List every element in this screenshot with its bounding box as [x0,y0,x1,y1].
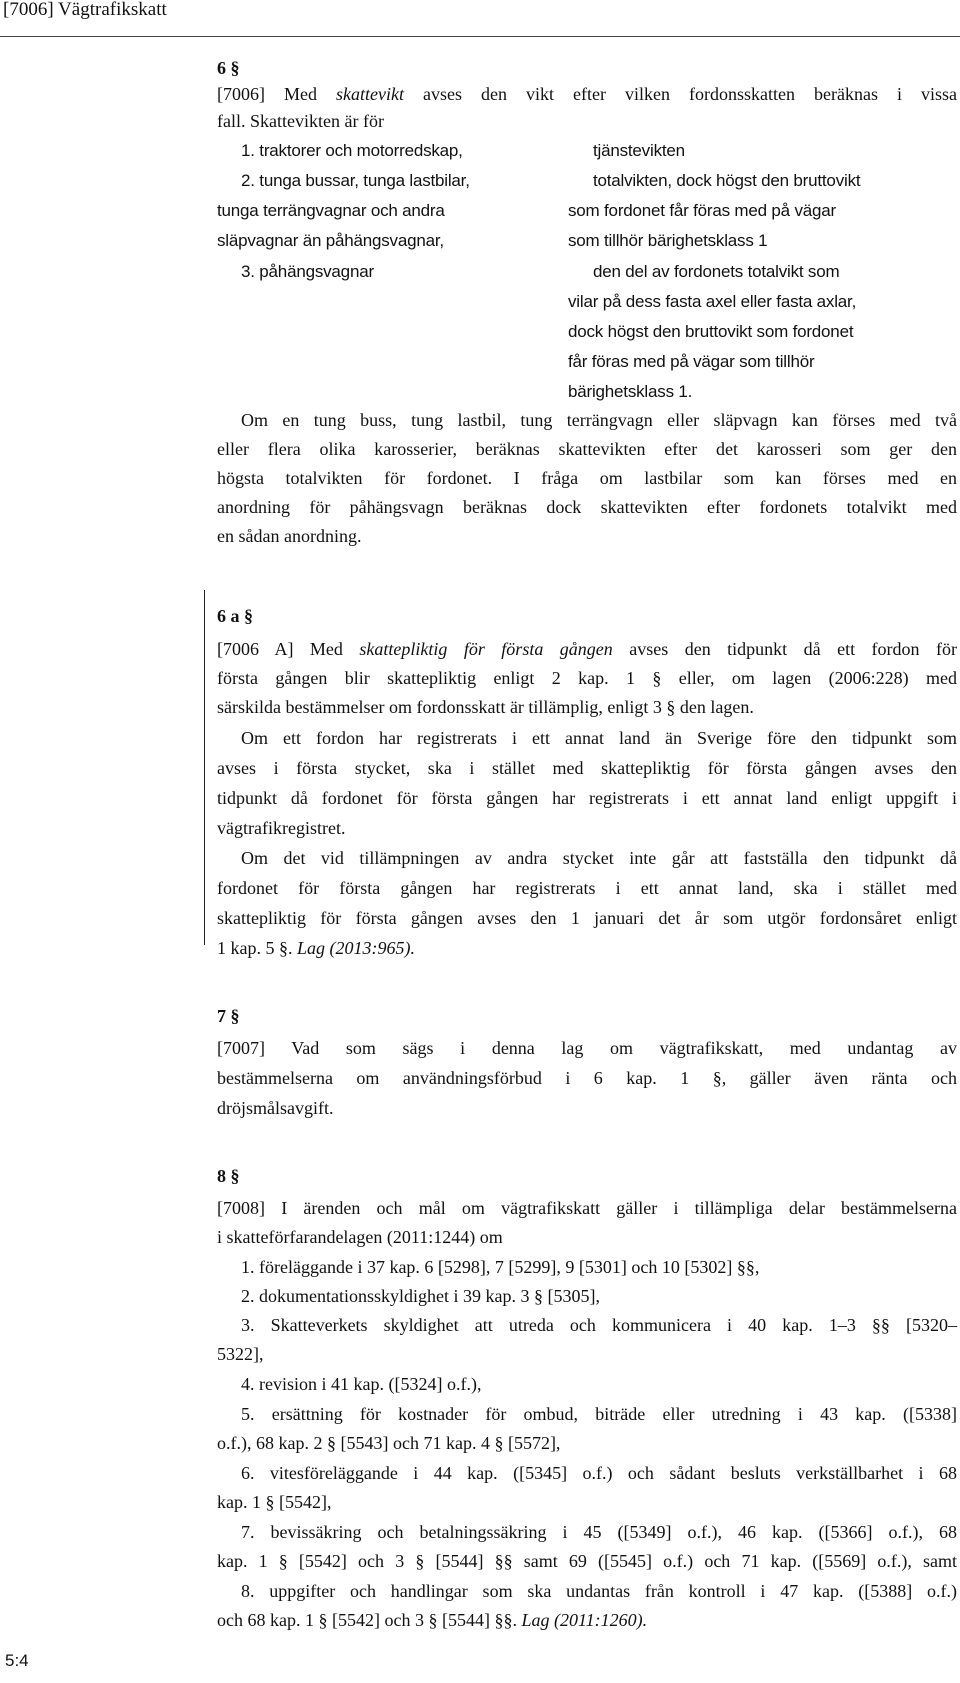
s6-p2-line-5: en sådan anordning. [217,526,362,546]
table-r1-right: tjänstevikten [593,141,685,160]
s6a-line-3: särskilda bestämmelser om fordonsskatt är tillämplig, enligt 3 § den lagen. [217,697,754,717]
s8-item-8b: och 68 kap. 1 § [5542] och 3 § [5544] §§. Lag (2011:1260). [217,1610,648,1630]
s8-item-6a: 6. vitesföreläggande i 44 kap. ([5345] o.f.) och sådant besluts verkställbarhet i 68 [241,1463,957,1483]
section-6-heading: 6 § [217,58,240,78]
s8-item-5a: 5. ersättning för kostnader för ombud, biträde eller utredning i 43 kap. ([5338] [241,1404,957,1424]
s6a-p3-line-4: 1 kap. 5 §. Lag (2013:965). [217,938,415,958]
s8-item-7b: kap. 1 § [5542] och 3 § [5544] §§ samt 69 ([5545] o.f.) och 71 kap. ([5569] o.f.), samt [217,1551,957,1571]
page-header [0,0,960,40]
s8-item-3b: 5322], [217,1344,264,1364]
s6a-p3-line-2: fordonet för första gången har registrerats i ett annat land, ska i stället med [217,878,957,898]
s6a-p3-line-3: skattepliktig för första gången avses den 1 januari det år som utgör fordonsåret enligt [217,908,957,928]
table-r2-right-1: totalvikten, dock högst den bruttovikt [593,171,861,190]
s8-item-6b: kap. 1 § [5542], [217,1492,332,1512]
s6-line-1: [7006] Med skattevikt avses den vikt efter vilken fordonsskatten beräknas i vissa [217,84,957,104]
table-r3-right-5: bärighetsklass 1. [568,382,693,401]
table-r3-right-2: vilar på dess fasta axel eller fasta axlar, [568,292,857,311]
s6a-line-2: första gången blir skattepliktig enligt 2 kap. 1 § eller, om lagen (2006:228) med [217,668,957,688]
s7-line-2: bestämmelserna om användningsförbud i 6 kap. 1 §, gäller även ränta och [217,1068,957,1088]
table-r2-left-3: släpvagnar än påhängsvagnar, [217,231,444,250]
s6-p2-line-2: eller flera olika karosserier, beräknas skattevikten efter det karosseri som ger den [217,439,957,459]
table-r3-right-1: den del av fordonets totalvikt som [593,262,840,281]
s6-p2-line-4: anordning för påhängsvagn beräknas dock skattevikten efter fordonets totalvikt med [217,497,957,517]
s6a-p3-line-1: Om det vid tillämpningen av andra stycket inte går att fastställa den tidpunkt då [241,848,957,868]
s6a-p2-line-4: vägtrafikregistret. [217,818,346,838]
s6-p2-line-1: Om en tung buss, tung lastbil, tung terrängvagn eller släpvagn kan förses med två [241,410,957,430]
s8-line-2: i skatteförfarandelagen (2011:1244) om [217,1227,503,1247]
s7-line-3: dröjsmålsavgift. [217,1098,334,1118]
table-r3-left: 3. påhängsvagnar [241,262,374,281]
s8-item-4: 4. revision i 41 kap. ([5324] o.f.), [241,1374,482,1394]
s6a-line-1: [7006 A] Med skattepliktig för första gången avses den tidpunkt då ett fordon för [217,639,957,659]
section-8-heading: 8 § [217,1166,240,1186]
table-r2-left-1: 2. tunga bussar, tunga lastbilar, [241,171,470,190]
page-number: 5:4 [5,1651,29,1670]
s8-item-8a: 8. uppgifter och handlingar som ska undantas från kontroll i 47 kap. ([5388] o.f.) [241,1581,957,1601]
s6a-p2-line-1: Om ett fordon har registrerats i ett annat land än Sverige före den tidpunkt som [241,728,957,748]
s8-item-5b: o.f.), 68 kap. 2 § [5543] och 71 kap. 4 § [5572], [217,1433,561,1453]
s6-p2-line-3: högsta totalvikten för fordonet. I fråga om lastbilar som kan förses med en [217,468,957,488]
s8-item-1: 1. föreläggande i 37 kap. 6 [5298], 7 [5299], 9 [5301] och 10 [5302] §§, [241,1257,760,1277]
s6a-p2-line-3: tidpunkt då fordonet för första gången har registrerats i ett annat land enligt uppgift i [217,788,957,808]
header-rule [0,36,960,37]
section-6a-heading: 6 a § [217,606,253,626]
table-r2-left-2: tunga terrängvagnar och andra [217,201,445,220]
s8-item-7a: 7. bevissäkring och betalningssäkring i 45 ([5349] o.f.), 46 kap. ([5366] o.f.), 68 [241,1522,957,1542]
table-r2-right-3: som tillhör bärighetsklass 1 [568,231,768,250]
table-r1-left: 1. traktorer och motorredskap, [241,141,463,160]
s8-line-1: [7008] I ärenden och mål om vägtrafikskatt gäller i tillämpliga delar bestämmelserna [217,1198,957,1218]
s8-item-2: 2. dokumentationsskyldighet i 39 kap. 3 § [5305], [241,1286,600,1306]
change-bar [204,590,205,945]
s6-line-2: fall. Skattevikten är för [217,111,384,131]
header-title: [7006] Vägtrafikskatt [3,0,167,20]
table-r3-right-4: får föras med på vägar som tillhör [568,352,815,371]
table-r3-right-3: dock högst den bruttovikt som fordonet [568,322,854,341]
section-7-heading: 7 § [217,1006,240,1026]
s7-line-1: [7007] Vad som sägs i denna lag om vägtrafikskatt, med undantag av [217,1038,957,1058]
s8-item-3a: 3. Skatteverkets skyldighet att utreda och kommunicera i 40 kap. 1–3 §§ [5320– [241,1315,957,1335]
s6a-p2-line-2: avses i första stycket, ska i stället med skattepliktig för första gången avses den [217,758,957,778]
table-r2-right-2: som fordonet får föras med på vägar [568,201,836,220]
